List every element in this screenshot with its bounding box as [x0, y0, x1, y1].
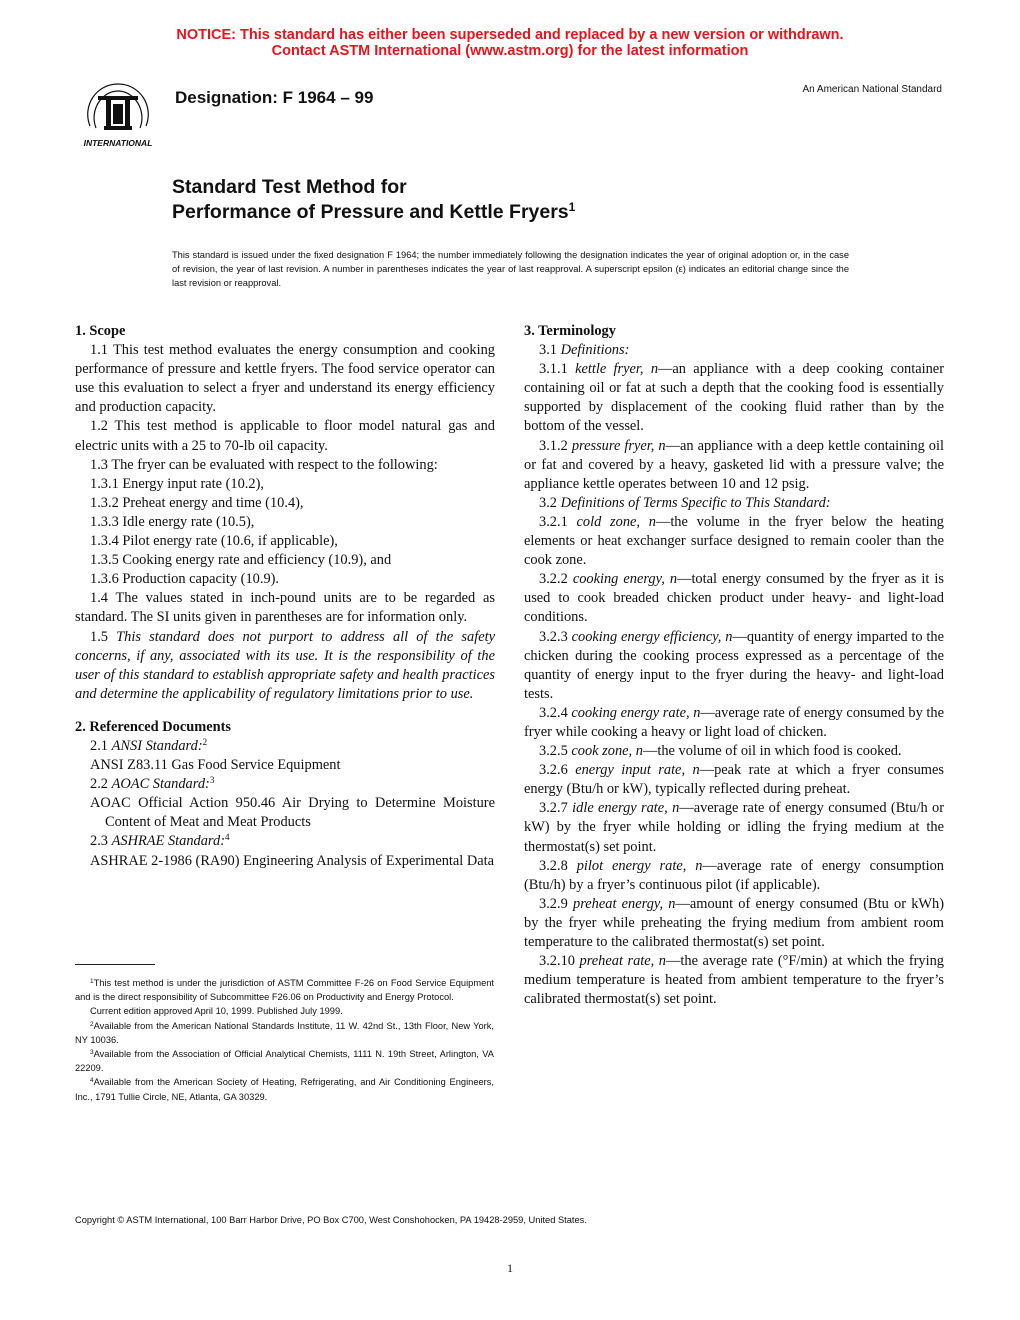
definitions-3-2	[524, 494, 944, 513]
definition-term: cooking energy rate, n	[571, 704, 701, 721]
footnote-ref: 3	[209, 775, 215, 786]
definition-term: preheat rate, n	[579, 953, 666, 970]
ref-doc-aoac: AOAC Official Action 950.46 Air Drying to Determine Moisture Content of Meat and Meat Products	[90, 795, 495, 831]
list-item: 1.3.2 Preheat energy and time (10.4),	[90, 494, 304, 511]
definition-term: kettle fryer, n	[575, 361, 659, 378]
definition-text: —peak rate at which a fryer consumes energy (Btu/h or kW), typically reflected during preheat.	[524, 762, 944, 798]
paragraph-1-5	[75, 628, 495, 704]
ref-2-2	[75, 775, 495, 794]
footnote-marker: 3	[90, 1049, 94, 1057]
definition-text: —average rate of energy consumption (Btu/h) by a fryer’s continuous pilot (if applicable).	[524, 857, 944, 893]
definition-term: cooking energy efficiency, n	[571, 628, 733, 645]
issue-statement: This standard is issued under the fixed designation F 1964; the number immediately following the designation indicates the year of original adoption or, in the case of revision, the year of last revision. A number in parentheses indicates the year of last reapproval. A superscript epsilon (ε) indicates an editorial change since the last revision or reapproval.	[172, 250, 849, 289]
footnote-2	[75, 1019, 494, 1047]
definition-text: —the volume in the fryer below the heating elements or heat exchanger surface designed to remain cooler than the cook zone.	[524, 513, 944, 569]
footnote-divider	[75, 964, 155, 965]
scope-heading: 1. Scope	[75, 323, 126, 339]
definition	[524, 857, 944, 895]
list-item: 1.3.6 Production capacity (10.9).	[90, 571, 280, 588]
list-item: 1.3.4 Pilot energy rate (10.6, if applicable),	[90, 533, 338, 550]
definition-term: energy input rate, n	[575, 762, 700, 779]
definition-text: —an appliance with a deep cooking container containing oil or fat at such a depth that the cooking food is essentially supported by displacement of the cooking fluid rather than by the bottom of the vessel.	[524, 361, 944, 435]
definitions-3-1	[524, 341, 944, 360]
paragraph-number: 2.1	[90, 737, 108, 754]
title-line-2-text: Performance of Pressure and Kettle Fryers	[172, 201, 569, 223]
list-item: 1.3.5 Cooking energy rate and efficiency (10.9), and	[90, 552, 392, 569]
list-item: 1.3.1 Energy input rate (10.2),	[90, 475, 264, 492]
definition	[524, 570, 944, 627]
footnote-marker: 4	[90, 1077, 94, 1085]
footnote-1-edition: Current edition approved April 10, 1999. Published July 1999.	[90, 1006, 343, 1017]
astm-logo	[76, 76, 160, 152]
footnote-4	[75, 1075, 494, 1103]
logo-subtext: INTERNATIONAL	[83, 138, 153, 148]
definition-text: —average rate of energy consumed (Btu/h or kW) by the fryer while holding or idling the frying medium at the thermostat(s) set point.	[524, 800, 944, 855]
document-title	[172, 175, 575, 225]
definition	[524, 628, 944, 704]
list-item: 1.3.3 Idle energy rate (10.5),	[90, 513, 255, 530]
definition-term: cold zone, n	[576, 513, 656, 530]
definition-number: 3.2.2	[539, 571, 568, 588]
definition	[524, 437, 944, 494]
footnote-1	[75, 976, 494, 1004]
definition-text: —total energy consumed by the fryer as it is used to cook breaded chicken product under heavy- and light-load conditions.	[524, 571, 944, 626]
paragraph-number: 2.3	[90, 833, 108, 850]
definition-number: 3.1.2	[539, 437, 568, 454]
definition-number: 3.2.3	[539, 628, 568, 645]
footnote-ref: 4	[225, 832, 230, 843]
section-label: Definitions:	[560, 342, 630, 359]
definition	[524, 360, 944, 436]
definition-term: preheat energy, n	[573, 895, 676, 912]
definition-number: 3.2.8	[539, 857, 568, 874]
footnote-marker: 2	[90, 1020, 94, 1028]
american-national-standard: An American National Standard	[802, 84, 942, 95]
definition-term: pilot energy rate, n	[576, 857, 703, 874]
definition-text: —average rate of energy consumed by the fryer while cooking a heavy or light load of chicken.	[524, 704, 944, 740]
definition-term: pressure fryer, n	[571, 437, 666, 454]
definition	[524, 704, 944, 742]
paragraph-number: 1.5	[90, 628, 108, 645]
definition-number: 3.2.4	[539, 704, 568, 721]
title-footnote-ref: 1	[568, 200, 576, 214]
ref-label: AOAC Standard:	[111, 776, 210, 793]
section-label: Definitions of Terms Specific to This Standard:	[560, 494, 831, 511]
definition-text: —an appliance with a deep kettle containing oil or fat and covered by a heavy, gasketed lid with a pressure valve; the appliance kettle operates between 10 and 12 psig.	[524, 437, 944, 492]
definition-number: 3.2.10	[539, 953, 575, 970]
ref-2-3	[75, 832, 495, 851]
ref-doc-ashrae: ASHRAE 2-1986 (RA90) Engineering Analysis of Experimental Data	[90, 852, 495, 869]
footnote-text: Available from the Association of Official Analytical Chemists, 1111 N. 19th Street, Arlington, VA 22209.	[75, 1049, 494, 1074]
right-column	[524, 322, 944, 1009]
ref-2-1	[75, 737, 495, 756]
page-number: 1	[507, 1261, 513, 1275]
definition-number: 3.2.6	[539, 762, 568, 779]
ref-label: ANSI Standard:	[111, 737, 203, 754]
paragraph-number: 3.1	[539, 342, 557, 359]
withdrawal-notice	[0, 27, 1020, 59]
definition	[524, 761, 944, 799]
terminology-heading: 3. Terminology	[524, 323, 616, 339]
paragraph-number: 3.2	[539, 494, 557, 511]
ref-label: ASHRAE Standard:	[111, 833, 225, 850]
definition-text: —quantity of energy imparted to the chicken during the cooking process expressed as a percentage of the quantity of energy input to the fryer during the heavy- and light-load tests.	[524, 628, 944, 702]
definition-term: idle energy rate, n	[572, 800, 680, 817]
paragraph-number: 2.2	[90, 776, 108, 793]
footnote-text: This test method is under the jurisdiction of ASTM Committee F-26 on Food Service Equipment and is the direct responsibility of Subcommittee F26.06 on Productivity and Energy Protocol.	[75, 978, 494, 1003]
definition	[524, 513, 944, 570]
definition-number: 3.2.9	[539, 895, 568, 912]
footnote-text: Available from the American National Standards Institute, 11 W. 42nd St., 13th Floor, New York, NY 10036.	[75, 1020, 494, 1045]
definition-number: 3.2.7	[539, 800, 568, 817]
left-column	[75, 322, 495, 871]
definition	[524, 799, 944, 856]
definition-text: —the average rate (°F/min) at which the frying medium temperature is heated from ambient temperature to the fryer’s calibrated thermostat(s) set point.	[524, 953, 944, 1008]
paragraph-1-2: 1.2 This test method is applicable to floor model natural gas and electric units with a 25 to 70-lb oil capacity.	[75, 418, 495, 454]
footnote-3	[75, 1047, 494, 1075]
title-line-1: Standard Test Method for	[172, 176, 407, 198]
definition	[524, 895, 944, 952]
definition-number: 3.1.1	[539, 361, 568, 378]
paragraph-1-1: 1.1 This test method evaluates the energy consumption and cooking performance of pressure and kettle fryers. The food service operator can use this evaluation to select a fryer and understand its energy efficiency and production capacity.	[75, 342, 495, 416]
definition-term: cook zone, n	[571, 743, 643, 760]
definition-number: 3.2.1	[539, 513, 568, 530]
footnote-ref: 2	[202, 736, 208, 747]
footnote-marker: 1	[90, 978, 94, 985]
referenced-documents-heading: 2. Referenced Documents	[75, 718, 231, 735]
notice-line-1: NOTICE: This standard has either been superseded and replaced by a new version or withdrawn.	[176, 27, 844, 43]
paragraph-1-3: 1.3 The fryer can be evaluated with respect to the following:	[90, 456, 438, 473]
designation: Designation: F 1964 – 99	[175, 88, 374, 107]
notice-line-2: Contact ASTM International (www.astm.org) for the latest information	[271, 43, 749, 59]
definition-text: —the volume of oil in which food is cooked.	[642, 743, 902, 760]
footnotes	[75, 976, 494, 1104]
title-line-2	[172, 200, 575, 225]
definition	[524, 952, 944, 1009]
definition-text: —amount of energy consumed (Btu or kWh) by the fryer while preheating the frying medium from ambient room temperature to the calibrated thermostat(s) set point.	[524, 895, 944, 950]
definition	[524, 742, 944, 761]
ref-doc-ansi: ANSI Z83.11 Gas Food Service Equipment	[90, 757, 341, 774]
definition-term: cooking energy, n	[572, 571, 678, 588]
paragraph-1-4: 1.4 The values stated in inch-pound units are to be regarded as standard. The SI units given in parentheses are for information only.	[75, 590, 495, 626]
copyright-notice: Copyright © ASTM International, 100 Barr Harbor Drive, PO Box C700, West Conshohocken, PA 19428-2959, United States.	[75, 1215, 587, 1225]
safety-caveat: This standard does not purport to address all of the safety concerns, if any, associated with its use. It is the responsibility of the user of this standard to establish appropriate safety and health practices and determine the applicability of regulatory limitations prior to use.	[75, 628, 495, 702]
footnote-text: Available from the American Society of Heating, Refrigerating, and Air Conditioning Engineers, Inc., 1791 Tullie Circle, NE, Atlanta, GA 30329.	[75, 1077, 494, 1102]
definition-number: 3.2.5	[539, 743, 568, 760]
